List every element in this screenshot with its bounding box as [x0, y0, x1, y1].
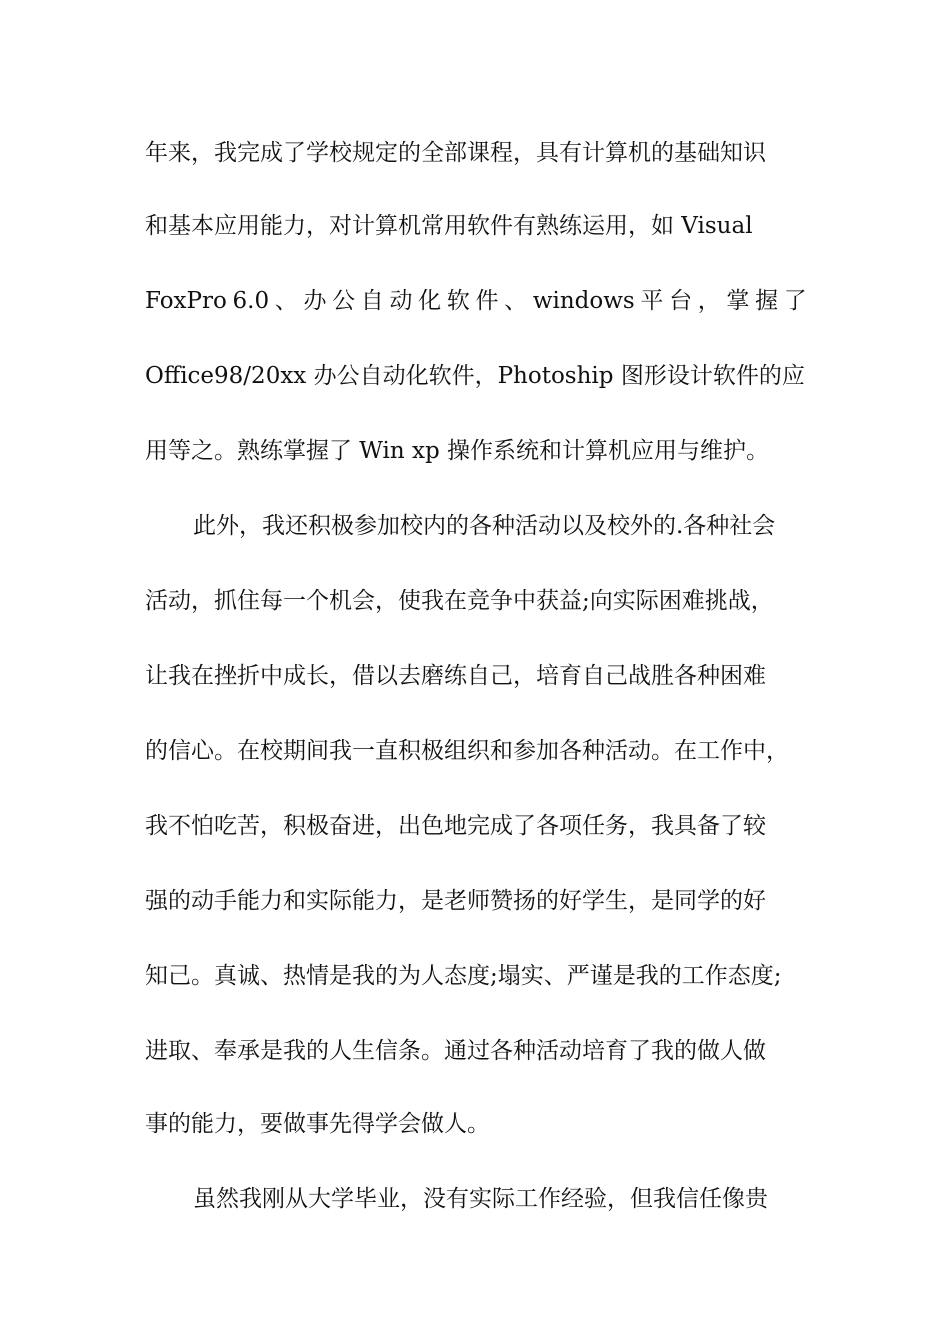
- word: 握: [755, 288, 779, 314]
- text-line: 事的能力，要做事先得学会做人。: [145, 1111, 490, 1137]
- text-line: 和基本应用能力，对计算机常用软件有熟练运用，如 Visual: [145, 213, 753, 239]
- word: 掌: [726, 288, 750, 314]
- paragraph-first-line: 虽然我刚从大学毕业，没有实际工作经验，但我信任像贵: [193, 1186, 768, 1212]
- word: 、: [504, 288, 528, 314]
- word: 办: [303, 288, 327, 314]
- text-line: 进取、奉承是我的人生信条。通过各种活动培育了我的做人做: [145, 1038, 766, 1064]
- text-line: 我不怕吃苦，积极奋进，出色地完成了各项任务，我具备了较: [145, 813, 766, 839]
- word: windows: [532, 288, 635, 314]
- paragraph-first-line: 此外，我还积极参加校内的各种活动以及校外的.各种社会: [193, 513, 776, 539]
- word: 化: [418, 288, 442, 314]
- text-line-justified: [145, 286, 807, 316]
- word: 软: [446, 288, 470, 314]
- word: 公: [332, 288, 356, 314]
- text-line: 用等之。熟练掌握了 Win xp 操作系统和计算机应用与维护。: [145, 438, 770, 464]
- word: 、: [274, 288, 298, 314]
- text-line: 的信心。在校期间我一直积极组织和参加各种活动。在工作中，: [145, 738, 789, 764]
- text-line: 让我在挫折中成长，借以去磨练自己，培育自己战胜各种困难: [145, 663, 766, 689]
- word: 6.0: [232, 288, 270, 314]
- text-line: 强的动手能力和实际能力，是老师赞扬的好学生，是同学的好: [145, 888, 766, 914]
- text-line: 知己。真诚、热情是我的为人态度;塌实、严谨是我的工作态度;: [145, 963, 782, 989]
- text-line: 活动，抓住每一个机会，使我在竞争中获益;向实际困难挑战，: [145, 588, 774, 614]
- word: 自: [360, 288, 384, 314]
- word: 平: [640, 288, 664, 314]
- text-line: Office98/20xx 办公自动化软件，Photoship 图形设计软件的应: [145, 363, 805, 389]
- word: FoxPro: [145, 288, 227, 314]
- word: 台: [669, 288, 693, 314]
- word: ，: [697, 288, 721, 314]
- word: 件: [475, 288, 499, 314]
- text-line: 年来，我完成了学校规定的全部课程，具有计算机的基础知识: [145, 140, 766, 166]
- word: 了: [783, 288, 807, 314]
- word: 动: [389, 288, 413, 314]
